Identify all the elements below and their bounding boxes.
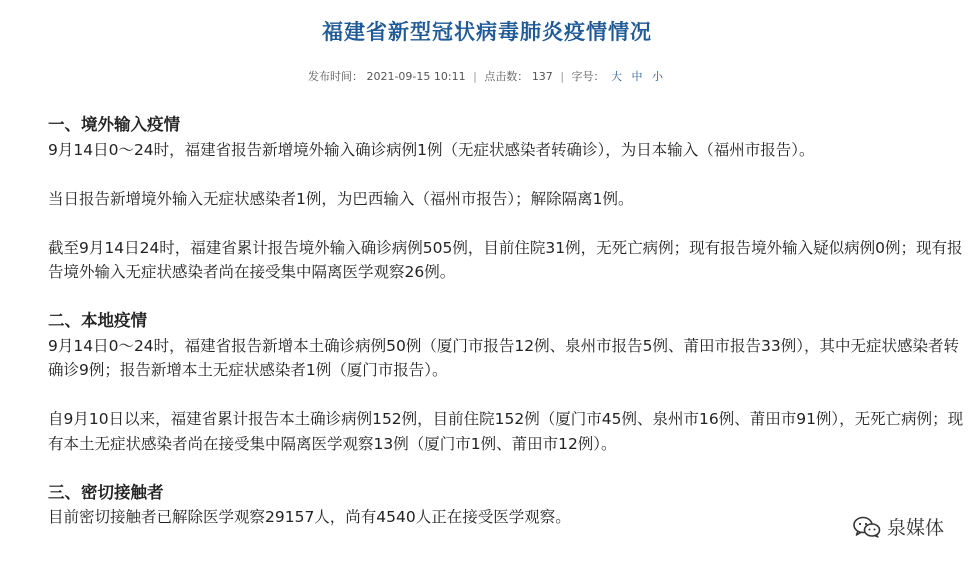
- font-size-medium-link[interactable]: 中: [631, 70, 643, 83]
- article-body: [48, 113, 968, 530]
- paragraph: 自9月10日以来，福建省累计报告本土确诊病例152例，目前住院152例（厦门市45例、泉州市16例、莆田市91例），无死亡病例；现有本土无症状感染者尚在接受集中隔离医学观察13例（厦门市1例、莆田市12例）。: [48, 410, 964, 453]
- paragraph: 目前密切接触者已解除医学观察29157人，尚有4540人正在接受医学观察。: [48, 508, 571, 526]
- section-heading-local: 二、本地疫情: [48, 311, 147, 330]
- wechat-icon: [853, 516, 881, 538]
- clicks-count: 137: [531, 70, 553, 83]
- paragraph: 9月14日0～24时，福建省报告新增本土确诊病例50例（厦门市报告12例、泉州市报告5例、莆田市报告33例），其中无症状感染者转确诊9例；报告新增本土无症状感染者1例（厦门市报告）。: [48, 336, 959, 379]
- meta-separator: |: [473, 70, 477, 83]
- meta-separator: |: [560, 70, 565, 83]
- font-size-label: 字号：: [571, 70, 605, 83]
- paragraph: 当日报告新增境外输入无症状感染者1例，为巴西输入（福州市报告）；解除隔离1例。: [48, 189, 634, 208]
- paragraph: 9月14日0～24时，福建省报告新增境外输入确诊病例1例（无症状感染者转确诊），为日本输入（福州市报告）。: [48, 140, 815, 159]
- font-size-large-link[interactable]: 大: [611, 70, 623, 83]
- publish-label: 发布时间：: [307, 70, 363, 83]
- publish-time: 2021-09-15 10:11: [366, 70, 466, 83]
- page-title: 福建省新型冠状病毒肺炎疫情情况: [322, 20, 652, 44]
- article-meta: [0, 68, 974, 84]
- source-watermark: [853, 513, 944, 540]
- font-size-small-link[interactable]: 小: [652, 70, 664, 83]
- section-heading-contacts: 三、密切接触者: [48, 482, 164, 502]
- clicks-label: 点击数：: [484, 70, 529, 83]
- paragraph: 截至9月14日24时，福建省累计报告境外输入确诊病例505例，目前住院31例，无死亡病例；现有报告境外输入疑似病例0例；现有报告境外输入无症状感染者尚在接受集中隔离医学观察26例。: [48, 238, 963, 281]
- section-heading-overseas: 一、境外输入疫情: [48, 115, 180, 134]
- watermark-text: 泉媒体: [886, 517, 944, 539]
